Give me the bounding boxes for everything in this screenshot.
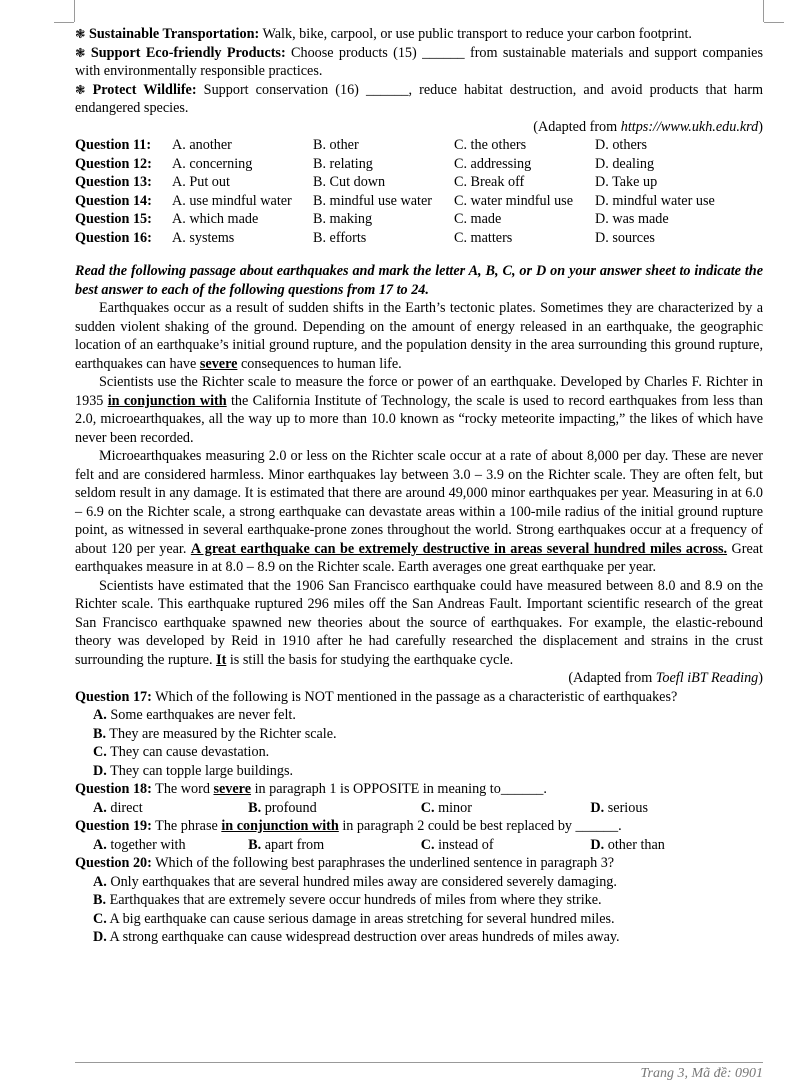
option-a[interactable]: A. which made	[172, 211, 259, 227]
option-a[interactable]: A. Put out	[172, 174, 230, 190]
option-c[interactable]: C. A big earthquake can cause serious damage in areas stretching for several hundred miles.	[93, 910, 615, 927]
option-b[interactable]: B. relating	[313, 155, 373, 172]
instruction: Read the following passage about earthquakes and mark the letter A, B, C, or D on your answer sheet to indicate the best answer to each of the following questions from 17 to 24.	[75, 263, 763, 298]
option-d[interactable]: D. mindful water use	[595, 192, 715, 209]
paragraph-4: Scientists have estimated that the 1906 San Francisco earthquake could have measured between 8.0 and 8.9 on the Richter scale. This earthquake ruptured 296 miles off the San Andreas Fault. Important scientific research of the great San Francisco earthquake spawned new theories about the source of earthquakes. For example, the elastic-rebound theory was developed by Reid in 1910 after he had carefully researched the displacement and strains in the crust surrounding the rupture. It is still the basis for studying the earthquake cycle.	[75, 577, 763, 668]
option-c[interactable]: C. the others	[454, 137, 527, 153]
option-c[interactable]: C. They can cause devastation.	[93, 744, 270, 760]
option-d[interactable]: D. was made	[595, 211, 669, 227]
option-b[interactable]: B. Cut down	[313, 174, 386, 190]
option-a[interactable]: A. Only earthquakes that are several hundred miles away are considered severely damaging.	[93, 873, 617, 890]
options-row	[75, 799, 763, 818]
source-citation: (Adapted from https://www.ukh.edu.krd)	[533, 118, 763, 135]
question-row: Question 12: A. concerning B. relating C. addressing D. dealing	[75, 155, 655, 172]
option-b[interactable]: B. mindful use water	[313, 192, 432, 209]
footer-divider	[75, 1062, 763, 1063]
tip-item: ❃ Protect Wildlife: Support conservation (16) ______, reduce habitat destruction, and avoid products that harm endangered species.	[75, 81, 764, 116]
option-b[interactable]: B. profound	[248, 799, 317, 816]
option-a[interactable]: A. direct	[93, 799, 143, 816]
option-c[interactable]: C. Break off	[454, 174, 525, 190]
option-d[interactable]: D. serious	[590, 799, 648, 816]
source-citation: (Adapted from Toefl iBT Reading)	[568, 670, 763, 686]
gear-bullet-icon: ❃	[75, 44, 86, 60]
tip-item: ❃ Sustainable Transportation: Walk, bike, carpool, or use public transport to reduce your carbon footprint.	[75, 26, 692, 42]
question-row: Question 16: A. systems B. efforts C. matters D. sources	[75, 229, 655, 246]
option-a[interactable]: A. together with	[93, 836, 186, 853]
gear-bullet-icon: ❃	[75, 81, 86, 97]
option-c[interactable]: C. minor	[420, 799, 472, 816]
question-row: Question 14: A. use mindful water B. mindful use water C. water mindful use D. mindful water use	[75, 192, 715, 209]
question-19: Question 19: The phrase in conjunction with in paragraph 2 could be best replaced by ______.	[75, 818, 622, 834]
option-a[interactable]: A. Some earthquakes are never felt.	[93, 707, 296, 723]
option-c[interactable]: C. made	[454, 211, 502, 227]
option-b[interactable]: B. Earthquakes that are extremely severe occur hundreds of miles from where they strike.	[93, 892, 602, 908]
option-b[interactable]: B. They are measured by the Richter scale.	[93, 725, 337, 742]
option-a[interactable]: A. systems	[172, 229, 235, 246]
options-row	[75, 836, 763, 855]
question-row: Question 15: A. which made B. making C. made D. was made	[75, 211, 669, 227]
page-footer: Trang 3, Mã đề: 0901	[640, 1066, 763, 1081]
option-d[interactable]: D. They can topple large buildings.	[93, 762, 294, 779]
option-c[interactable]: C. water mindful use	[454, 192, 573, 209]
option-c[interactable]: C. addressing	[454, 155, 532, 172]
question-18: Question 18: The word severe in paragraph 1 is OPPOSITE in meaning to______.	[75, 781, 547, 797]
paragraph-1: Earthquakes occur as a result of sudden shifts in the Earth’s tectonic plates. Sometimes they are characterized by a sudden violent shaking of the ground. Depending on the amount of energy released in an earthquake, the geographic location of an earthquake’s initial ground rupture, and the population density in the area surrounding this ground rupture, earthquakes can have severe consequences to human life.	[75, 300, 763, 372]
crop-mark-right	[763, 0, 764, 22]
option-b[interactable]: B. efforts	[313, 229, 367, 246]
crop-mark-left-h	[54, 22, 74, 23]
question-row: Question 11: A. another B. other C. the others D. others	[75, 137, 648, 153]
option-b[interactable]: B. other	[313, 137, 359, 153]
option-a[interactable]: A. concerning	[172, 155, 253, 172]
gear-bullet-icon: ❃	[75, 26, 86, 41]
paragraph-3: Microearthquakes measuring 2.0 or less on the Richter scale occur at a rate of about 8,000 per day. These are never felt and are considered harmless. Minor earthquakes lay between 3.0 – 3.9 on the Richter scale. They are often felt, but seldom result in any damage. It is estimated that there are around 49,000 minor earthquakes per year. Measuring in at 6.0 – 6.9 on the Richter scale, a strong earthquake can devastate areas within a 100-mile radius of the initial ground rupture point, as witnessed in several earthquake-prone zones throughout the world. Strong earthquakes occur at a frequency of about 120 per year. A great earthquake can be extremely destructive in areas several hundred miles across. Great earthquakes measure in at 8.0 – 8.9 on the Richter scale. Earth averages one great earthquake per year.	[75, 448, 763, 575]
option-b[interactable]: B. making	[313, 211, 373, 227]
question-row: Question 13: A. Put out B. Cut down C. Break off D. Take up	[75, 174, 658, 190]
option-d[interactable]: D. sources	[595, 229, 655, 246]
option-a[interactable]: A. use mindful water	[172, 192, 292, 209]
tip-item: ❃ Support Eco-friendly Products: Choose products (15) ______ from sustainable materials and support companies with environmentally responsible practices.	[75, 44, 763, 79]
option-b[interactable]: B. apart from	[248, 836, 325, 853]
option-c[interactable]: C. instead of	[420, 836, 494, 853]
crop-mark-right-h	[764, 22, 784, 23]
option-c[interactable]: C. matters	[454, 229, 513, 246]
option-a[interactable]: A. another	[172, 137, 232, 153]
option-d[interactable]: D. others	[595, 137, 648, 153]
document-page	[75, 25, 763, 947]
paragraph-2: Scientists use the Richter scale to measure the force or power of an earthquake. Developed by Charles F. Richter in 1935 in conjunction with the California Institute of Technology, the scale is used to record earthquakes from less than 2.0, microearthquakes, all the way up to more than 10.0 known as “rocky meteorite impacting,” the likes of which have never been recorded.	[75, 374, 763, 446]
crop-mark-left	[74, 0, 75, 22]
option-d[interactable]: D. Take up	[595, 174, 658, 190]
question-set-11-16	[75, 136, 763, 247]
question-17: Question 17: Which of the following is NOT mentioned in the passage as a characteristic of earthquakes?	[75, 688, 678, 705]
option-d[interactable]: D. other than	[590, 836, 665, 853]
option-d[interactable]: D. A strong earthquake can cause widespread destruction over areas hundreds of miles away.	[93, 929, 620, 945]
option-d[interactable]: D. dealing	[595, 155, 655, 172]
question-20: Question 20: Which of the following best paraphrases the underlined sentence in paragraph 3?	[75, 855, 615, 871]
